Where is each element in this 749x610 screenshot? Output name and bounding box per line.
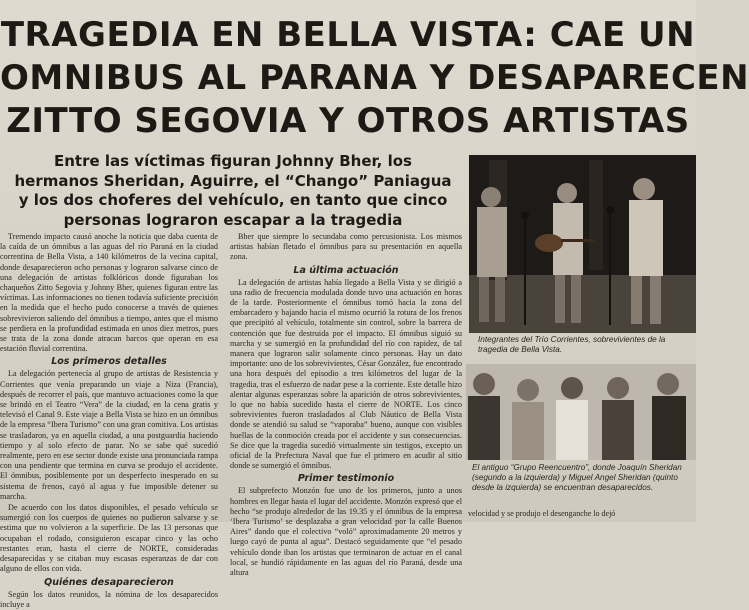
column2-paragraph-1: Bher que siempre lo secundaba como percusionista. Los mismos artistas habían fletado el ómnibus para su presentación en aquella zona. bbox=[230, 232, 462, 262]
group-photo-illustration bbox=[466, 364, 696, 460]
subheadline-line-3: y los dos choferes del vehículo, en tanto que cinco bbox=[18, 191, 448, 209]
headline-line-1: TRAGEDIA EN BELLA VISTA: CAE UN bbox=[0, 15, 696, 55]
musicians-photo-illustration bbox=[469, 155, 696, 333]
subheadline-line-4: personas lograron escapar a la tragedia bbox=[63, 210, 403, 229]
headline bbox=[0, 14, 749, 143]
column1-subheading-1: Los primeros detalles bbox=[51, 356, 167, 368]
column2-paragraph-3: El subprefecto Monzón fue uno de los primeros, junto a unos hombres en llegar hasta el lugar del accidente. Monzón expresó que el hecho “se produjo alrededor de las 19.35 y el ómnibus de la empresa ‘Ibera Turismo’ se desplazaba a gran velocidad por la calle Buenos Aires” dando que el colectivo “voló” aproximadamente 20 metros y luego cayó de punta al agua”. Destacó seguidamente que “el pesado vehículo donde iban los artistas que terminaron de actuar en el canal local, se hundió rápidamente en las aguas del río Paraná, desde una altura bbox=[230, 486, 462, 578]
column2-paragraph-2: La delegación de artistas había llegado a Bella Vista y se dirigió a una radio de frecuencia modulada donde tuvo una actuación en horas de la tarde. Posteriormente el ómnibus tomó hacia la zona del embarcadero y bajando hacia el mismo ocurrió la rotura de los frenos que precipitó al vehículo, totalmente sin control, sobre la barrera de contención que fue destruida por el impacto. El ómnibus siguió su marcha y se sumergió en la profundidad del río con rapidez, de tal manera que lograron salir solamente cinco personas. Hay un dato importante: uno de los sobrevivientes, César González, fue encontrado una hora después del episodio a tres kilómetros del lugar de la tragedia, tras el esfuerzo de nadar pese a la corriente. Este detalle hizo alentar algunas esperanzas sobre la aparición de otros sobrevivientes, lo que no había sucedido hasta el cierre de NORTE. Los cinco sobrevivientes fueron trasladados al Club Náutico de Bella Vista donde se atendió su salud se “vaporaba” bueno, aunque con visibles huellas de la conmoción creada por el accidente y sus consecuencias. Se dice que la tragedia sucedió virtualmente sin testigos, excepto un oficial de la Prefectura Naval que fue el primero en acudir al sitio donde se sumergió el ómnibus. bbox=[230, 277, 462, 471]
photo-trio-corrientes bbox=[469, 155, 696, 333]
column1-paragraph-3: De acuerdo con los datos disponibles, el pesado vehículo se sumergió con los cuerpos de quienes no pudieron salvarse y se estima que no volvieron a la superficie. De las 13 personas que ocupaban el rodado, consiguieron escapar cinco y las ocho restantes eran, hasta el cierre de NORTE, consideradas desaparecidas y se citaban muy escasas esperanzas de dar con alguno de ellos con vida. bbox=[0, 503, 218, 574]
column3-text: velocidad y se produjo el desenganche lo dejó bbox=[468, 509, 616, 518]
article-column-1 bbox=[0, 232, 218, 609]
photo2-caption: El antiguo “Grupo Reencuentro”, donde Joaquín Sheridan (segundo a la izquierda) y Miguel Angel Sheridan (quinto desde la izquierda) se encuentran desaparecidos. bbox=[472, 463, 682, 492]
column1-paragraph-4: Según los datos reunidos, la nómina de los desaparecidos incluye a bbox=[0, 589, 218, 609]
column1-paragraph-1: Tremendo impacto causó anoche la noticia que daba cuenta de la caída de un ómnibus a las aguas del río Paraná en la ciudad correntina de Bella Vista, a 140 kilómetros de la vecina capital, donde desaparecieron ocho personas y lograron salvarse cinco de una delegación de artistas folklóricos donde figuraban los chaqueños Zitto Segovia y Johnny Bher, quienes figuran entre las víctimas. Las informaciones no tienen todavía suficiente precisión en la medida que el hecho pudo conocerse a través de quienes sobrevivieron saliendo del ómnibus a tiempo, antes que el mismo se perdiera en la profundidad estimada en unos diez metros, pues se trata de la zona donde atracan barcos que operan en esa estación fluvial correntina. bbox=[0, 232, 218, 354]
column1-paragraph-2: La delegación pertenecía al grupo de artistas de Resistencia y Corrientes que venía preparando un viaje a Niza (Francia), después de recorrer el país, que mantuvo actuaciones como la que se brindó en el Teatro “Vera” de la ciudad, en la cena gratis y televisó el Canal 9. Este viaje a Bella Vista se hizo en un ómnibus de la empresa “Ibera Turismo” con una gran comitiva. Los artistas se trasladaron, ya en aquella ciudad, a una postguardia haciendo tiempo y al solo efecto de parar. No se sabe qué sucedió realmente, pero en ese sector donde existe una pronunciada rampa con una pendiente que termina en curva se produjo el accidente. El ómnibus, posiblemente por un desperfecto inesperado en su sistema de frenos, cayó al agua y fue imposible detener su marcha. bbox=[0, 369, 218, 501]
article-column-2 bbox=[230, 232, 462, 578]
subheadline bbox=[0, 152, 466, 230]
column1-subheading-2: Quiénes desaparecieron bbox=[44, 576, 174, 588]
headline-line-2: OMNIBUS AL PARANA Y DESAPARECEN bbox=[0, 58, 749, 98]
photo-grupo-reencuentro bbox=[466, 364, 696, 460]
photo1-caption: Integrantes del Trío Corrientes, sobrevivientes de la tragedia de Bella Vista. bbox=[478, 335, 666, 354]
headline-line-3: ZITTO SEGOVIA Y OTROS ARTISTAS bbox=[6, 101, 690, 141]
subheadline-line-1: Entre las víctimas figuran Johnny Bher, los bbox=[54, 152, 412, 170]
column2-subheading-1: La última actuación bbox=[293, 264, 399, 276]
subheadline-line-2: hermanos Sheridan, Aguirre, el “Chango” Paniagua bbox=[14, 171, 452, 190]
column2-subheading-2: Primer testimonio bbox=[297, 473, 395, 485]
